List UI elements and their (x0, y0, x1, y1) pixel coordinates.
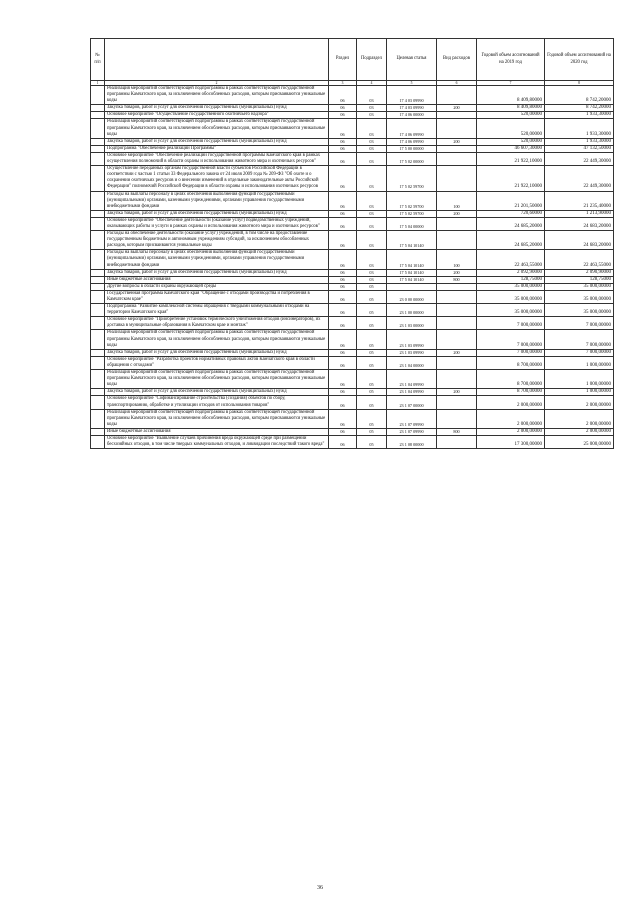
row-2019-cell: 8 700,00000 (477, 356, 545, 369)
row-vr-cell (437, 217, 477, 230)
row-2019-cell: 8 700,00000 (477, 370, 545, 389)
row-2020-cell: 128,75000 (545, 276, 614, 283)
row-csr-cell: 23 1 08 00000 (387, 435, 437, 448)
row-2020-cell: 2 090,90000 (545, 269, 614, 276)
row-name-cell: Основное мероприятие "Выявление случаев причинения вреда окружающей среде при размещении бесхозяйных отходов, в том числе твердых коммунальных отходов, и ликвидации последствий такого вреда" (105, 435, 329, 448)
row-2020-cell: 24 683,20000 (545, 217, 614, 230)
row-number-cell (91, 396, 105, 409)
table-row (91, 428, 614, 435)
row-number-cell (91, 210, 105, 217)
row-razdel-cell: 06 (329, 119, 357, 138)
row-2020-cell: 2 000,00000 (545, 409, 614, 428)
table-row (91, 112, 614, 119)
row-csr-cell: 23 1 07 09990 (387, 428, 437, 435)
row-csr-cell: 17 5 04 10140 (387, 231, 437, 250)
row-2020-cell: 22 449,30000 (545, 152, 614, 165)
row-number-cell (91, 152, 105, 165)
row-razdel-cell: 06 (329, 166, 357, 191)
row-razdel-cell: 06 (329, 349, 357, 356)
row-csr-cell: 17 5 04 10140 (387, 250, 437, 269)
row-2019-cell: 46 607,30000 (477, 145, 545, 152)
row-2020-cell: 21 235,40000 (545, 191, 614, 210)
row-razdel-cell: 06 (329, 276, 357, 283)
row-vr-cell: 100 (437, 191, 477, 210)
row-number-cell (91, 191, 105, 210)
row-razdel-cell: 06 (329, 191, 357, 210)
col-number: 3 (329, 81, 357, 86)
col-2019-header: Годовой объем ассигнований на 2019 год (477, 39, 545, 81)
table-body (91, 86, 614, 449)
row-vr-cell: 200 (437, 349, 477, 356)
row-number-cell (91, 435, 105, 448)
row-csr-cell (387, 283, 437, 290)
col-razdel-header: Раздел (329, 39, 357, 81)
table-row (91, 152, 614, 165)
row-2019-cell: 2 000,00000 (477, 428, 545, 435)
table-row (91, 409, 614, 428)
row-name-cell: Расходы на выплаты персоналу в целях обеспечения выполнения функций государственными (муниципальными) органами, казенными учреждениями, органами управления государственными внебюджетными фондами (105, 191, 329, 210)
row-number-cell (91, 304, 105, 317)
row-vr-cell (437, 356, 477, 369)
row-podrazdel-cell: 05 (357, 396, 387, 409)
row-razdel-cell: 06 (329, 330, 357, 349)
row-name-cell: Закупка товаров, работ и услуг для обеспечения государственных (муниципальных) нужд (105, 210, 329, 217)
row-csr-cell: 17 5 04 10140 (387, 276, 437, 283)
row-2020-cell: 2 000,00000 (545, 396, 614, 409)
row-vr-cell (437, 435, 477, 448)
row-number-cell (91, 145, 105, 152)
row-csr-cell: 17 5 02 59700 (387, 166, 437, 191)
table-row (91, 290, 614, 303)
col-vr-header: Вид расходов (437, 39, 477, 81)
row-number-cell (91, 276, 105, 283)
row-razdel-cell: 06 (329, 152, 357, 165)
row-number-cell (91, 356, 105, 369)
row-razdel-cell: 06 (329, 317, 357, 330)
row-number-cell (91, 166, 105, 191)
row-name-cell: Реализация мероприятий соответствующей подпрограммы в рамках соответствующей государственной программы Камчатского края, за исключением обособленных расходов, которым присваиваются уникальные коды (105, 119, 329, 138)
row-2020-cell: 25 000,00000 (545, 435, 614, 448)
table-row (91, 283, 614, 290)
row-csr-cell: 23 0 00 00000 (387, 290, 437, 303)
row-podrazdel-cell: 05 (357, 409, 387, 428)
col-number: 5 (387, 81, 437, 86)
row-2020-cell: 35 000,00000 (545, 290, 614, 303)
row-razdel-cell: 06 (329, 428, 357, 435)
row-2020-cell: 35 000,00000 (545, 304, 614, 317)
row-podrazdel-cell: 05 (357, 356, 387, 369)
row-2019-cell: 21 922,10000 (477, 166, 545, 191)
row-number-cell (91, 105, 105, 112)
row-podrazdel-cell: 03 (357, 276, 387, 283)
row-2020-cell: 7 000,00000 (545, 317, 614, 330)
row-2019-cell: 7 000,00000 (477, 317, 545, 330)
row-vr-cell (437, 231, 477, 250)
row-podrazdel-cell: 03 (357, 112, 387, 119)
row-2019-cell: 520,00000 (477, 138, 545, 145)
row-number-cell (91, 428, 105, 435)
row-podrazdel-cell: 03 (357, 119, 387, 138)
row-vr-cell: 100 (437, 250, 477, 269)
row-2020-cell: 1 000,00000 (545, 356, 614, 369)
row-2020-cell: 22 463,55000 (545, 250, 614, 269)
row-podrazdel-cell: 05 (357, 283, 387, 290)
row-vr-cell (437, 112, 477, 119)
row-2020-cell: 7 000,00000 (545, 349, 614, 356)
table-header (91, 39, 614, 81)
row-name-cell: Закупка товаров, работ и услуг для обеспечения государственных (муниципальных) нужд (105, 138, 329, 145)
row-razdel-cell: 06 (329, 217, 357, 230)
row-csr-cell: 23 1 04 00000 (387, 356, 437, 369)
row-2019-cell: 22 463,55000 (477, 250, 545, 269)
row-vr-cell: 200 (437, 269, 477, 276)
table-row (91, 138, 614, 145)
row-2019-cell: 520,00000 (477, 112, 545, 119)
table-row (91, 231, 614, 250)
row-vr-cell: 800 (437, 428, 477, 435)
row-podrazdel-cell: 03 (357, 138, 387, 145)
row-2019-cell: 8 409,80000 (477, 86, 545, 105)
row-podrazdel-cell: 05 (357, 349, 387, 356)
row-podrazdel-cell: 03 (357, 191, 387, 210)
row-name-cell: Основное мероприятие "Осуществление государственного охотничьего надзора" (105, 112, 329, 119)
row-2019-cell: 21 922,10000 (477, 152, 545, 165)
table-row (91, 119, 614, 138)
row-2019-cell: 8 700,00000 (477, 389, 545, 396)
row-name-cell: Другие вопросы в области охраны окружающей среды (105, 283, 329, 290)
row-name-cell: Подпрограмма "Развитие комплексной системы обращения с твердыми коммунальными отходами на территории Камчатского края" (105, 304, 329, 317)
row-2019-cell: 24 685,20000 (477, 231, 545, 250)
row-podrazdel-cell: 03 (357, 105, 387, 112)
row-csr-cell: 17 5 04 00000 (387, 217, 437, 230)
row-2019-cell: 2 092,90000 (477, 269, 545, 276)
row-razdel-cell: 06 (329, 86, 357, 105)
row-vr-cell (437, 330, 477, 349)
table-row (91, 191, 614, 210)
table-row (91, 217, 614, 230)
row-number-cell (91, 138, 105, 145)
row-name-cell: Закупка товаров, работ и услуг для обеспечения государственных (муниципальных) нужд (105, 349, 329, 356)
row-vr-cell (437, 409, 477, 428)
row-2020-cell: 1 933,30000 (545, 119, 614, 138)
row-razdel-cell: 06 (329, 269, 357, 276)
row-2020-cell: 1 933,30000 (545, 112, 614, 119)
row-2020-cell: 8 742,20000 (545, 86, 614, 105)
row-2019-cell: 8 409,80000 (477, 105, 545, 112)
row-2019-cell: 35 000,00000 (477, 283, 545, 290)
row-name-cell: Закупка товаров, работ и услуг для обеспечения государственных (муниципальных) нужд (105, 389, 329, 396)
row-vr-cell (437, 152, 477, 165)
page-number: 36 (317, 885, 323, 891)
row-csr-cell: 17 5 02 59700 (387, 191, 437, 210)
row-razdel-cell: 06 (329, 283, 357, 290)
row-podrazdel-cell: 03 (357, 269, 387, 276)
row-number-cell (91, 119, 105, 138)
row-2020-cell: 7 000,00000 (545, 330, 614, 349)
row-podrazdel-cell: 03 (357, 86, 387, 105)
row-name-cell: Иные бюджетные ассигнования (105, 276, 329, 283)
row-number-cell (91, 283, 105, 290)
table-row (91, 250, 614, 269)
row-razdel-cell: 06 (329, 145, 357, 152)
row-2019-cell: 2 000,00000 (477, 409, 545, 428)
row-name-cell: Подпрограмма "Обеспечение реализации Программы" (105, 145, 329, 152)
row-vr-cell (437, 396, 477, 409)
row-name-cell: Реализация мероприятий соответствующей подпрограммы в рамках соответствующей государственной программы Камчатского края, за исключением обособленных расходов, которым присваиваются уникальные коды (105, 370, 329, 389)
row-name-cell: Иные бюджетные ассигнования (105, 428, 329, 435)
row-csr-cell: 17 4 06 09990 (387, 119, 437, 138)
row-vr-cell (437, 166, 477, 191)
row-csr-cell: 23 1 03 00000 (387, 317, 437, 330)
row-vr-cell (437, 283, 477, 290)
row-podrazdel-cell: 05 (357, 389, 387, 396)
row-2020-cell: 2 000,00000 (545, 428, 614, 435)
table-row (91, 349, 614, 356)
row-razdel-cell: 06 (329, 356, 357, 369)
row-2019-cell: 7 000,00000 (477, 349, 545, 356)
row-razdel-cell: 06 (329, 105, 357, 112)
row-2019-cell: 35 000,00000 (477, 290, 545, 303)
row-vr-cell (437, 145, 477, 152)
row-name-cell: Реализация мероприятий соответствующей подпрограммы в рамках соответствующей государственной программы Камчатского края, за исключением обособленных расходов, которым присваиваются уникальные коды (105, 86, 329, 105)
row-2020-cell: 1 000,00000 (545, 389, 614, 396)
row-2019-cell: 720,60000 (477, 210, 545, 217)
row-2019-cell: 21 201,50000 (477, 191, 545, 210)
row-number-cell (91, 409, 105, 428)
row-number-cell (91, 389, 105, 396)
table-row (91, 317, 614, 330)
row-number-cell (91, 330, 105, 349)
row-name-cell: Реализация мероприятий соответствующей подпрограммы в рамках соответствующей государственной программы Камчатского края, за исключением обособленных расходов, которым присваиваются уникальные коды (105, 409, 329, 428)
row-vr-cell (437, 317, 477, 330)
row-podrazdel-cell: 05 (357, 290, 387, 303)
row-vr-cell: 200 (437, 138, 477, 145)
row-csr-cell: 23 1 03 09990 (387, 349, 437, 356)
row-number-cell (91, 112, 105, 119)
row-razdel-cell: 06 (329, 290, 357, 303)
row-number-cell (91, 250, 105, 269)
row-vr-cell (437, 290, 477, 303)
row-csr-cell: 23 1 04 09990 (387, 370, 437, 389)
budget-table (90, 38, 614, 449)
row-podrazdel-cell: 03 (357, 152, 387, 165)
row-razdel-cell: 06 (329, 409, 357, 428)
row-name-cell: Закупка товаров, работ и услуг для обеспечения государственных (муниципальных) нужд (105, 269, 329, 276)
table-row (91, 396, 614, 409)
row-vr-cell (437, 86, 477, 105)
row-number-cell (91, 370, 105, 389)
row-vr-cell: 800 (437, 276, 477, 283)
row-podrazdel-cell: 05 (357, 435, 387, 448)
row-razdel-cell: 06 (329, 304, 357, 317)
row-2019-cell: 17 300,00000 (477, 435, 545, 448)
row-podrazdel-cell: 03 (357, 166, 387, 191)
row-number-cell (91, 349, 105, 356)
row-name-cell: Основное мероприятие "Разработка проектов нормативных правовых актов Камчатского края в области обращения с отходами" (105, 356, 329, 369)
row-name-cell: Расходы на выплаты персоналу в целях обеспечения выполнения функций государственными (муниципальными) органами, казенными учреждениями, органами управления государственными внебюджетными фондами (105, 250, 329, 269)
row-2019-cell: 35 000,00000 (477, 304, 545, 317)
row-podrazdel-cell: 05 (357, 317, 387, 330)
row-2020-cell: 35 000,00000 (545, 283, 614, 290)
row-vr-cell (437, 304, 477, 317)
row-razdel-cell: 06 (329, 435, 357, 448)
row-razdel-cell: 06 (329, 112, 357, 119)
col-number: 1 (91, 81, 105, 86)
row-csr-cell: 17 5 04 10140 (387, 269, 437, 276)
row-name-cell: Реализация мероприятий соответствующей подпрограммы в рамках соответствующей государственной программы Камчатского края, за исключением обособленных расходов, которым присваиваются уникальные коды (105, 330, 329, 349)
col-2020-header: Годовой объем ассигнований на 2020 год (545, 39, 614, 81)
table-row (91, 86, 614, 105)
row-csr-cell: 17 5 00 00000 (387, 145, 437, 152)
row-razdel-cell: 06 (329, 138, 357, 145)
col-number: 7 (477, 81, 545, 86)
row-number-cell (91, 217, 105, 230)
row-csr-cell: 23 1 00 00000 (387, 304, 437, 317)
row-2019-cell: 24 685,20000 (477, 217, 545, 230)
row-vr-cell: 200 (437, 105, 477, 112)
row-podrazdel-cell: 05 (357, 370, 387, 389)
col-number: 4 (357, 81, 387, 86)
table-row (91, 269, 614, 276)
row-name-cell: Государственная программа Камчатского края "Обращение с отходами производства и потребления в Камчатском крае" (105, 290, 329, 303)
table-row (91, 166, 614, 191)
row-2019-cell: 128,75000 (477, 276, 545, 283)
row-number-cell (91, 317, 105, 330)
row-vr-cell (437, 370, 477, 389)
row-razdel-cell: 06 (329, 231, 357, 250)
col-name-header (105, 39, 329, 81)
row-name-cell: Закупка товаров, работ и услуг для обеспечения государственных (муниципальных) нужд (105, 105, 329, 112)
col-csr-header: Целевая статья (387, 39, 437, 81)
row-vr-cell (437, 119, 477, 138)
col-podrazdel-header: Подраздел (357, 39, 387, 81)
row-2020-cell: 1 000,00000 (545, 370, 614, 389)
row-razdel-cell: 06 (329, 396, 357, 409)
row-2019-cell: 520,00000 (477, 119, 545, 138)
table-row (91, 356, 614, 369)
row-csr-cell: 17 4 03 09990 (387, 105, 437, 112)
col-num-header: № п/п (91, 39, 105, 81)
table-row (91, 370, 614, 389)
row-podrazdel-cell: 03 (357, 145, 387, 152)
row-2020-cell: 22 449,30000 (545, 166, 614, 191)
row-2019-cell: 2 000,00000 (477, 396, 545, 409)
col-number: 2 (105, 81, 329, 86)
table-row (91, 304, 614, 317)
row-number-cell (91, 86, 105, 105)
row-csr-cell: 17 4 06 09990 (387, 138, 437, 145)
table-row (91, 210, 614, 217)
row-vr-cell: 200 (437, 389, 477, 396)
row-number-cell (91, 231, 105, 250)
row-csr-cell: 23 1 07 09990 (387, 409, 437, 428)
row-name-cell: Основное мероприятие "Обеспечение деятельности (оказание услуг) подведомственных учреждений, оказывающих работы и услуги в рамках охраны и использования животного мира и охотничьих ресурсов" (105, 217, 329, 230)
row-number-cell (91, 290, 105, 303)
row-csr-cell: 17 4 06 00000 (387, 112, 437, 119)
row-csr-cell: 23 1 03 09990 (387, 330, 437, 349)
table-row (91, 330, 614, 349)
row-2020-cell: 1 213,90000 (545, 210, 614, 217)
row-name-cell: Осуществление переданных органам государственной власти субъектов Российской Федерации в соответствии с частью 1 статьи 33 Федерального закона от 24 июля 2009 года № 209-ФЗ "Об охоте и о сохранении охотничьих ресурсов и о внесении изменений в отдельные законодательные акты Российской Федерации" полномочий Российской Федерации в области охраны и использования охотничьих ресурсов (105, 166, 329, 191)
row-csr-cell: 23 1 07 00000 (387, 396, 437, 409)
row-podrazdel-cell: 03 (357, 250, 387, 269)
row-csr-cell: 23 1 04 09990 (387, 389, 437, 396)
row-2020-cell: 24 683,20000 (545, 231, 614, 250)
row-podrazdel-cell: 05 (357, 304, 387, 317)
row-vr-cell: 200 (437, 210, 477, 217)
table-row (91, 435, 614, 448)
row-csr-cell: 17 4 03 09990 (387, 86, 437, 105)
row-csr-cell: 17 5 02 00000 (387, 152, 437, 165)
row-name-cell: Основное мероприятие "Обеспечение реализации государственной программы Камчатского края в рамках осуществления полномочий в области охраны и использования животного мира и охотничьих ресурсов" (105, 152, 329, 165)
table-row (91, 389, 614, 396)
row-podrazdel-cell: 03 (357, 210, 387, 217)
row-podrazdel-cell: 05 (357, 428, 387, 435)
row-name-cell: Расходы на обеспечение деятельности (оказание услуг) учреждений, в том числе на предоставление государственным бюджетным и автономным учреждениям субсидий, за исключением обособленных расходов, которым присваиваются уникальные коды (105, 231, 329, 250)
row-podrazdel-cell: 03 (357, 217, 387, 230)
row-2020-cell: 47 132,50000 (545, 145, 614, 152)
row-name-cell: Основное мероприятие "Софинансирование строительства (создания) объектов по сбору, транспортированию, обработке и утилизации отходов от использования товаров" (105, 396, 329, 409)
row-razdel-cell: 06 (329, 389, 357, 396)
table-row (91, 145, 614, 152)
row-2019-cell: 7 000,00000 (477, 330, 545, 349)
row-razdel-cell: 06 (329, 370, 357, 389)
row-podrazdel-cell: 03 (357, 231, 387, 250)
row-2020-cell: 8 742,20000 (545, 105, 614, 112)
row-2020-cell: 1 933,30000 (545, 138, 614, 145)
row-name-cell: Основное мероприятие "Приобретение установок термического уничтожения отходов (инсинераторов), их доставка в муниципальные образования в Камчатском крае и монтаж" (105, 317, 329, 330)
col-number: 6 (437, 81, 477, 86)
row-razdel-cell: 06 (329, 250, 357, 269)
row-podrazdel-cell: 05 (357, 330, 387, 349)
row-razdel-cell: 06 (329, 210, 357, 217)
row-number-cell (91, 269, 105, 276)
col-number: 8 (545, 81, 614, 86)
table-row (91, 276, 614, 283)
table-row (91, 105, 614, 112)
row-csr-cell: 17 5 02 59700 (387, 210, 437, 217)
